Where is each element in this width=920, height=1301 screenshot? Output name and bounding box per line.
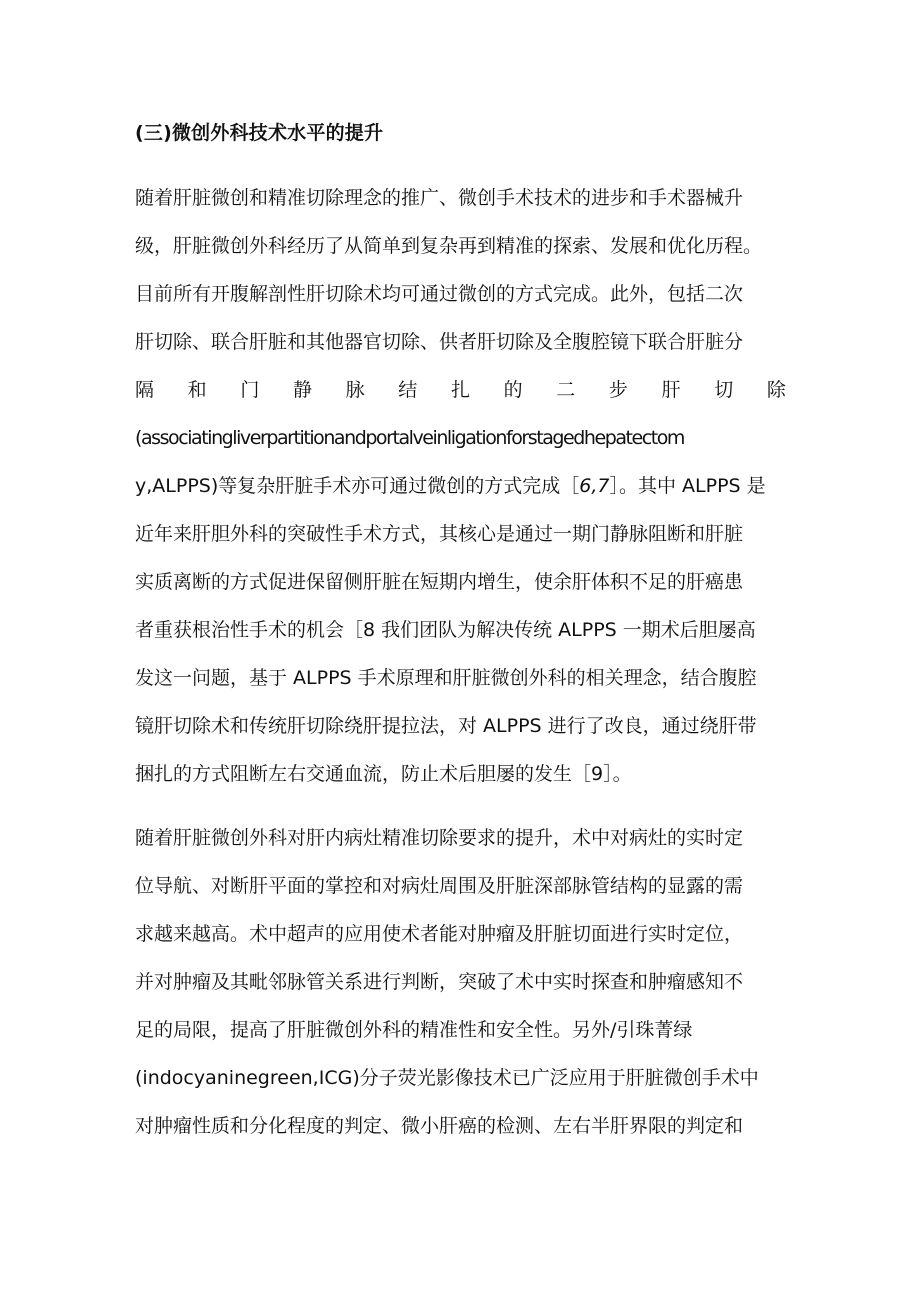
paragraph1-line-7 <box>135 471 786 501</box>
line-text: y,ALPPS)等复杂肝脏手术亦可通过微创的方式完成［ <box>135 475 580 497</box>
char: 静 <box>292 379 312 401</box>
char: 和 <box>187 379 207 401</box>
char: 隔 <box>135 379 155 401</box>
paragraph1-line-1: 随着肝脏微创和精准切除理念的推广、微创手术技术的进步和手术器械升 <box>135 187 744 209</box>
char: 的 <box>503 379 523 401</box>
char: 除 <box>766 379 786 401</box>
paragraph1-line-12: 镜肝切除术和传统肝切除绕肝提拉法，对 ALPPS 进行了改良，通过绕肝带 <box>135 715 757 737</box>
paragraph1-line-4: 肝切除、联合肝脏和其他器官切除、供者肝切除及全腹腔镜下联合肝脏分 <box>135 331 744 353</box>
paragraph1-line-6: (associatingliverpartitionandportalveinligationforstagedhepatectom <box>135 427 684 449</box>
line-text: ］。其中 ALPPS 是 <box>609 475 766 497</box>
paragraph2-line-1: 随着肝脏微创外科对肝内病灶精准切除要求的提升，术中对病灶的实时定 <box>135 827 744 849</box>
paragraph1-line-2: 级，肝脏微创外科经历了从简单到复杂再到精准的探索、发展和优化历程。 <box>135 235 763 257</box>
paragraph2-line-6: (indocyaninegreen,ICG)分子荧光影像技术已广泛应用于肝脏微创手术中 <box>135 1067 759 1089</box>
char: 结 <box>398 379 418 401</box>
paragraph2-line-2: 位导航、对断肝平面的掌控和对病灶周围及肝脏深部脉管结构的显露的需 <box>135 875 744 897</box>
char: 肝 <box>661 379 681 401</box>
paragraph1-line-8: 近年来肝胆外科的突破性手术方式，其核心是通过一期门静脉阻断和肝脏 <box>135 523 744 545</box>
char: 步 <box>608 379 628 401</box>
paragraph2-line-7: 对肿瘤性质和分化程度的判定、微小肝癌的检测、左右半肝界限的判定和 <box>135 1115 744 1137</box>
paragraph1-line-3: 目前所有开腹解剖性肝切除术均可通过微创的方式完成。此外，包括二次 <box>135 283 744 305</box>
paragraph1-line-9: 实质离断的方式促进保留侧肝脏在短期内增生，使余肝体积不足的肝癌患 <box>135 571 744 593</box>
paragraph1-line-10: 者重获根治性手术的机会［8 我们团队为解决传统 ALPPS 一期术后胆屡高 <box>135 619 756 641</box>
char: 二 <box>556 379 576 401</box>
paragraph1-line-11: 发这一问题，基于 ALPPS 手术原理和肝脏微创外科的相关理念，结合腹腔 <box>135 667 757 689</box>
paragraph1-line-13: 捆扎的方式阻断左右交通血流，防止术后胆屡的发生［9］。 <box>135 763 632 785</box>
paragraph2-line-4: 并对肿瘤及其毗邻脉管关系进行判断，突破了术中实时探查和肿瘤感知不 <box>135 971 744 993</box>
section-heading: (三)微创外科技术水平的提升 <box>135 122 384 144</box>
char: 扎 <box>450 379 470 401</box>
citation: 6,7 <box>579 475 610 497</box>
char: 切 <box>714 379 734 401</box>
paragraph2-line-5: 足的局限，提高了肝脏微创外科的精准性和安全性。另外/引珠菁绿 <box>135 1019 693 1041</box>
char: 脉 <box>345 379 365 401</box>
paragraph1-line-5 <box>135 375 786 405</box>
paragraph2-line-3: 求越来越高。术中超声的应用使术者能对肿瘤及肝脏切面进行实时定位， <box>135 923 744 945</box>
char: 门 <box>240 379 260 401</box>
